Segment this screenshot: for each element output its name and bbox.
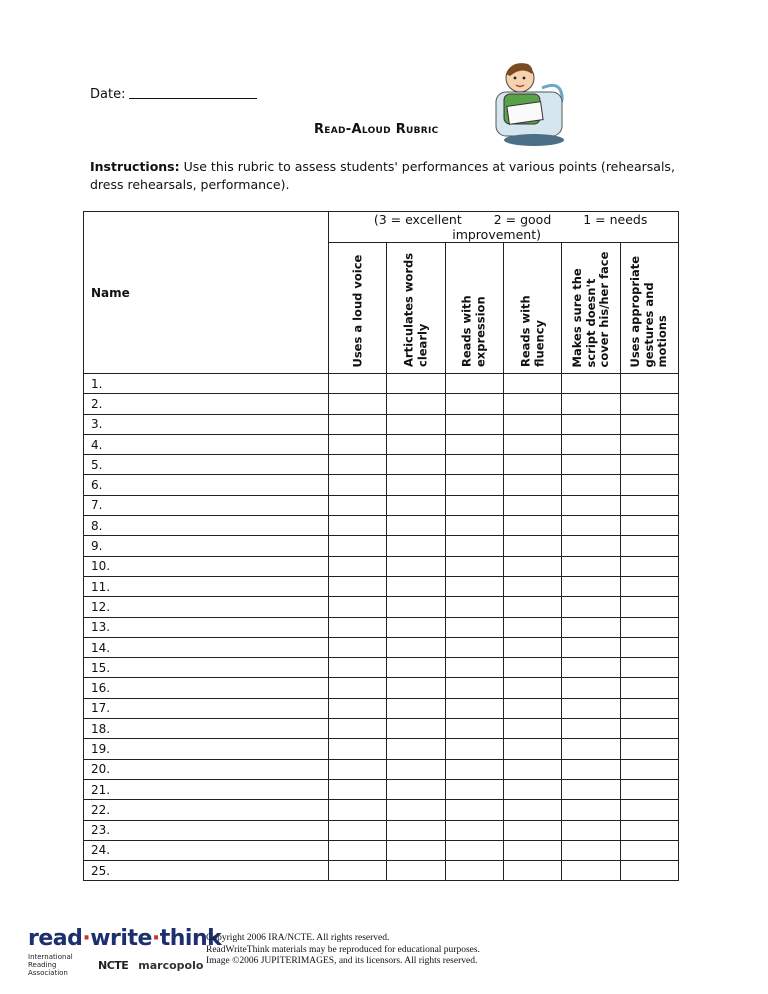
score-cell[interactable] bbox=[387, 414, 445, 434]
score-cell[interactable] bbox=[562, 516, 620, 536]
score-cell[interactable] bbox=[387, 861, 445, 881]
student-row bbox=[84, 617, 679, 637]
score-cell[interactable] bbox=[620, 658, 678, 678]
student-name-cell[interactable]: 13. bbox=[84, 617, 329, 637]
score-cell[interactable] bbox=[562, 719, 620, 739]
score-cell[interactable] bbox=[504, 739, 562, 759]
student-name-cell[interactable]: 18. bbox=[84, 719, 329, 739]
score-cell[interactable] bbox=[562, 759, 620, 779]
score-cell[interactable] bbox=[387, 678, 445, 698]
score-cell[interactable] bbox=[329, 698, 387, 718]
score-cell[interactable] bbox=[329, 637, 387, 657]
student-name-cell[interactable]: 14. bbox=[84, 637, 329, 657]
score-cell[interactable] bbox=[445, 719, 503, 739]
score-cell[interactable] bbox=[504, 434, 562, 454]
student-row bbox=[84, 719, 679, 739]
student-row bbox=[84, 475, 679, 495]
score-cell[interactable] bbox=[562, 840, 620, 860]
student-row bbox=[84, 414, 679, 434]
score-cell[interactable] bbox=[329, 455, 387, 475]
student-row bbox=[84, 556, 679, 576]
student-row bbox=[84, 658, 679, 678]
student-row bbox=[84, 374, 679, 394]
score-cell[interactable] bbox=[620, 414, 678, 434]
score-cell[interactable] bbox=[620, 475, 678, 495]
score-cell[interactable] bbox=[445, 678, 503, 698]
score-cell[interactable] bbox=[329, 678, 387, 698]
criterion-label: Uses a loud voice bbox=[350, 254, 365, 367]
logo-wordmark: read·write·think bbox=[28, 926, 222, 951]
score-cell[interactable] bbox=[620, 597, 678, 617]
score-cell[interactable] bbox=[504, 759, 562, 779]
score-cell[interactable] bbox=[329, 414, 387, 434]
student-row bbox=[84, 516, 679, 536]
readwritethink-logo bbox=[28, 926, 221, 977]
student-name-cell[interactable]: 23. bbox=[84, 820, 329, 840]
student-name-cell[interactable]: 11. bbox=[84, 576, 329, 596]
student-name-cell[interactable]: 24. bbox=[84, 840, 329, 860]
score-cell[interactable] bbox=[504, 495, 562, 515]
score-cell[interactable] bbox=[387, 739, 445, 759]
score-cell[interactable] bbox=[329, 840, 387, 860]
student-name-cell[interactable]: 22. bbox=[84, 800, 329, 820]
student-row bbox=[84, 698, 679, 718]
score-cell[interactable] bbox=[329, 759, 387, 779]
student-row bbox=[84, 678, 679, 698]
score-cell[interactable] bbox=[562, 617, 620, 637]
student-row bbox=[84, 495, 679, 515]
score-cell[interactable] bbox=[445, 536, 503, 556]
score-cell[interactable] bbox=[329, 516, 387, 536]
score-cell[interactable] bbox=[562, 475, 620, 495]
score-cell[interactable] bbox=[329, 556, 387, 576]
student-name-cell[interactable]: 25. bbox=[84, 861, 329, 881]
score-cell[interactable] bbox=[620, 495, 678, 515]
score-cell[interactable] bbox=[562, 800, 620, 820]
criterion-label: Reads with fluency bbox=[518, 295, 546, 367]
score-cell[interactable] bbox=[562, 779, 620, 799]
score-cell[interactable] bbox=[504, 516, 562, 536]
score-cell[interactable] bbox=[504, 576, 562, 596]
score-cell[interactable] bbox=[445, 840, 503, 860]
score-cell[interactable] bbox=[504, 698, 562, 718]
score-cell[interactable] bbox=[504, 475, 562, 495]
date-label: Date: bbox=[90, 87, 126, 102]
date-blank-line[interactable] bbox=[129, 86, 257, 99]
score-cell[interactable] bbox=[504, 414, 562, 434]
student-row bbox=[84, 739, 679, 759]
student-row bbox=[84, 434, 679, 454]
score-cell[interactable] bbox=[445, 556, 503, 576]
scale-needs-improvement: 1 = needs improvement) bbox=[452, 212, 648, 242]
rating-scale bbox=[329, 212, 679, 243]
score-cell[interactable] bbox=[445, 800, 503, 820]
criterion-header bbox=[329, 243, 387, 374]
score-cell[interactable] bbox=[562, 374, 620, 394]
student-name-cell[interactable]: 5. bbox=[84, 455, 329, 475]
score-cell[interactable] bbox=[504, 556, 562, 576]
score-cell[interactable] bbox=[562, 678, 620, 698]
score-cell[interactable] bbox=[562, 414, 620, 434]
score-cell[interactable] bbox=[329, 374, 387, 394]
student-name-cell[interactable]: 21. bbox=[84, 779, 329, 799]
score-cell[interactable] bbox=[504, 861, 562, 881]
copyright-line: Image ©2006 JUPITERIMAGES, and its licensors. All rights reserved. bbox=[206, 956, 478, 966]
score-cell[interactable] bbox=[562, 739, 620, 759]
score-cell[interactable] bbox=[445, 658, 503, 678]
score-cell[interactable] bbox=[387, 820, 445, 840]
criterion-header bbox=[504, 243, 562, 374]
score-cell[interactable] bbox=[445, 414, 503, 434]
score-cell[interactable] bbox=[329, 475, 387, 495]
student-name-cell[interactable]: 7. bbox=[84, 495, 329, 515]
ira-logo-text: International Reading Association bbox=[28, 953, 73, 977]
score-cell[interactable] bbox=[387, 516, 445, 536]
score-cell[interactable] bbox=[562, 394, 620, 414]
score-cell[interactable] bbox=[445, 374, 503, 394]
score-cell[interactable] bbox=[504, 678, 562, 698]
score-cell[interactable] bbox=[620, 840, 678, 860]
criterion-header bbox=[387, 243, 445, 374]
rubric-table bbox=[83, 211, 679, 881]
student-row bbox=[84, 455, 679, 475]
copyright-line: Copyright 2006 IRA/NCTE. All rights reserved. bbox=[206, 933, 390, 943]
score-cell[interactable] bbox=[445, 455, 503, 475]
score-cell[interactable] bbox=[504, 820, 562, 840]
score-cell[interactable] bbox=[329, 434, 387, 454]
score-cell[interactable] bbox=[445, 861, 503, 881]
score-cell[interactable] bbox=[620, 374, 678, 394]
score-cell[interactable] bbox=[562, 597, 620, 617]
score-cell[interactable] bbox=[387, 719, 445, 739]
score-cell[interactable] bbox=[504, 394, 562, 414]
student-name-cell[interactable]: 20. bbox=[84, 759, 329, 779]
name-column-header: Name bbox=[84, 212, 329, 374]
score-cell[interactable] bbox=[329, 800, 387, 820]
ncte-logo: NCTE bbox=[98, 958, 129, 972]
score-cell[interactable] bbox=[620, 455, 678, 475]
scale-good: 2 = good bbox=[493, 212, 552, 227]
scale-excellent: (3 = excellent bbox=[373, 212, 462, 227]
score-cell[interactable] bbox=[387, 779, 445, 799]
score-cell[interactable] bbox=[387, 840, 445, 860]
score-cell[interactable] bbox=[620, 719, 678, 739]
student-row bbox=[84, 576, 679, 596]
score-cell[interactable] bbox=[504, 637, 562, 657]
student-name-cell[interactable]: 10. bbox=[84, 556, 329, 576]
score-cell[interactable] bbox=[562, 820, 620, 840]
score-cell[interactable] bbox=[445, 516, 503, 536]
score-cell[interactable] bbox=[387, 495, 445, 515]
score-cell[interactable] bbox=[620, 759, 678, 779]
page-title: Read-Aloud Rubric bbox=[314, 122, 439, 137]
score-cell[interactable] bbox=[445, 495, 503, 515]
score-cell[interactable] bbox=[620, 698, 678, 718]
instructions bbox=[90, 158, 690, 193]
student-name-cell[interactable]: 12. bbox=[84, 597, 329, 617]
criterion-header bbox=[445, 243, 503, 374]
score-cell[interactable] bbox=[445, 637, 503, 657]
score-cell[interactable] bbox=[387, 597, 445, 617]
date-field bbox=[90, 86, 257, 102]
student-row bbox=[84, 861, 679, 881]
score-cell[interactable] bbox=[445, 597, 503, 617]
score-cell[interactable] bbox=[504, 374, 562, 394]
score-cell[interactable] bbox=[620, 516, 678, 536]
score-cell[interactable] bbox=[329, 719, 387, 739]
score-cell[interactable] bbox=[504, 840, 562, 860]
criterion-header bbox=[620, 243, 678, 374]
student-row bbox=[84, 394, 679, 414]
child-reading-illustration bbox=[490, 56, 574, 148]
student-row bbox=[84, 637, 679, 657]
score-cell[interactable] bbox=[445, 475, 503, 495]
instructions-label: Instructions: bbox=[90, 159, 180, 174]
score-cell[interactable] bbox=[329, 394, 387, 414]
student-name-cell[interactable]: 3. bbox=[84, 414, 329, 434]
student-name-cell[interactable]: 17. bbox=[84, 698, 329, 718]
score-cell[interactable] bbox=[387, 434, 445, 454]
score-cell[interactable] bbox=[620, 800, 678, 820]
student-row bbox=[84, 800, 679, 820]
student-name-cell[interactable]: 2. bbox=[84, 394, 329, 414]
score-cell[interactable] bbox=[562, 495, 620, 515]
score-cell[interactable] bbox=[387, 698, 445, 718]
student-name-cell[interactable]: 9. bbox=[84, 536, 329, 556]
student-name-cell[interactable]: 4. bbox=[84, 434, 329, 454]
score-cell[interactable] bbox=[562, 434, 620, 454]
score-cell[interactable] bbox=[620, 678, 678, 698]
score-cell[interactable] bbox=[387, 637, 445, 657]
student-name-cell[interactable]: 15. bbox=[84, 658, 329, 678]
score-cell[interactable] bbox=[620, 394, 678, 414]
student-name-cell[interactable]: 16. bbox=[84, 678, 329, 698]
score-cell[interactable] bbox=[445, 617, 503, 637]
score-cell[interactable] bbox=[620, 779, 678, 799]
score-cell[interactable] bbox=[387, 536, 445, 556]
score-cell[interactable] bbox=[504, 779, 562, 799]
student-row bbox=[84, 779, 679, 799]
score-cell[interactable] bbox=[387, 800, 445, 820]
score-cell[interactable] bbox=[329, 820, 387, 840]
score-cell[interactable] bbox=[387, 394, 445, 414]
criterion-label: Reads with expression bbox=[459, 295, 488, 367]
student-name-cell[interactable]: 19. bbox=[84, 739, 329, 759]
score-cell[interactable] bbox=[504, 719, 562, 739]
score-cell[interactable] bbox=[620, 536, 678, 556]
score-cell[interactable] bbox=[329, 536, 387, 556]
score-cell[interactable] bbox=[329, 861, 387, 881]
score-cell[interactable] bbox=[504, 658, 562, 678]
score-cell[interactable] bbox=[504, 800, 562, 820]
student-name-cell[interactable]: 8. bbox=[84, 516, 329, 536]
student-row bbox=[84, 536, 679, 556]
copyright-line: ReadWriteThink materials may be reproduced for educational purposes. bbox=[206, 944, 480, 955]
score-cell[interactable] bbox=[620, 556, 678, 576]
score-cell[interactable] bbox=[620, 576, 678, 596]
score-cell[interactable] bbox=[562, 698, 620, 718]
student-name-cell[interactable]: 6. bbox=[84, 475, 329, 495]
score-cell[interactable] bbox=[562, 637, 620, 657]
score-cell[interactable] bbox=[387, 475, 445, 495]
criterion-header bbox=[562, 243, 620, 374]
criterion-label: Uses appropriate gestures and motions bbox=[628, 255, 670, 367]
score-cell[interactable] bbox=[329, 617, 387, 637]
score-cell[interactable] bbox=[329, 658, 387, 678]
student-name-cell[interactable]: 1. bbox=[84, 374, 329, 394]
score-cell[interactable] bbox=[562, 455, 620, 475]
copyright-notice bbox=[206, 933, 480, 968]
instructions-text: Use this rubric to assess students' performances at various points (rehearsals, dress rehearsals, performance). bbox=[90, 159, 675, 192]
criterion-label: Makes sure the script doesn't cover his/her face bbox=[569, 251, 611, 367]
score-cell[interactable] bbox=[329, 495, 387, 515]
score-cell[interactable] bbox=[562, 658, 620, 678]
score-cell[interactable] bbox=[620, 739, 678, 759]
score-cell[interactable] bbox=[504, 536, 562, 556]
score-cell[interactable] bbox=[445, 394, 503, 414]
score-cell[interactable] bbox=[562, 861, 620, 881]
score-cell[interactable] bbox=[329, 739, 387, 759]
score-cell[interactable] bbox=[387, 455, 445, 475]
score-cell[interactable] bbox=[387, 658, 445, 678]
score-cell[interactable] bbox=[445, 434, 503, 454]
marcopolo-logo: marcopolo bbox=[138, 958, 204, 972]
score-cell[interactable] bbox=[562, 556, 620, 576]
score-cell[interactable] bbox=[504, 597, 562, 617]
score-cell[interactable] bbox=[387, 556, 445, 576]
score-cell[interactable] bbox=[620, 637, 678, 657]
score-cell[interactable] bbox=[445, 576, 503, 596]
score-cell[interactable] bbox=[445, 739, 503, 759]
score-cell[interactable] bbox=[387, 759, 445, 779]
criterion-label: Articulates words clearly bbox=[401, 252, 430, 367]
score-cell[interactable] bbox=[504, 617, 562, 637]
score-cell[interactable] bbox=[620, 861, 678, 881]
score-cell[interactable] bbox=[445, 759, 503, 779]
score-cell[interactable] bbox=[445, 779, 503, 799]
score-cell[interactable] bbox=[387, 374, 445, 394]
student-row bbox=[84, 597, 679, 617]
student-row bbox=[84, 759, 679, 779]
score-cell[interactable] bbox=[445, 820, 503, 840]
score-cell[interactable] bbox=[504, 455, 562, 475]
score-cell[interactable] bbox=[620, 617, 678, 637]
score-cell[interactable] bbox=[387, 576, 445, 596]
score-cell[interactable] bbox=[329, 576, 387, 596]
score-cell[interactable] bbox=[387, 617, 445, 637]
score-cell[interactable] bbox=[329, 779, 387, 799]
score-cell[interactable] bbox=[562, 576, 620, 596]
score-cell[interactable] bbox=[445, 698, 503, 718]
score-cell[interactable] bbox=[620, 820, 678, 840]
student-row bbox=[84, 820, 679, 840]
score-cell[interactable] bbox=[562, 536, 620, 556]
score-cell[interactable] bbox=[329, 597, 387, 617]
score-cell[interactable] bbox=[620, 434, 678, 454]
student-row bbox=[84, 840, 679, 860]
